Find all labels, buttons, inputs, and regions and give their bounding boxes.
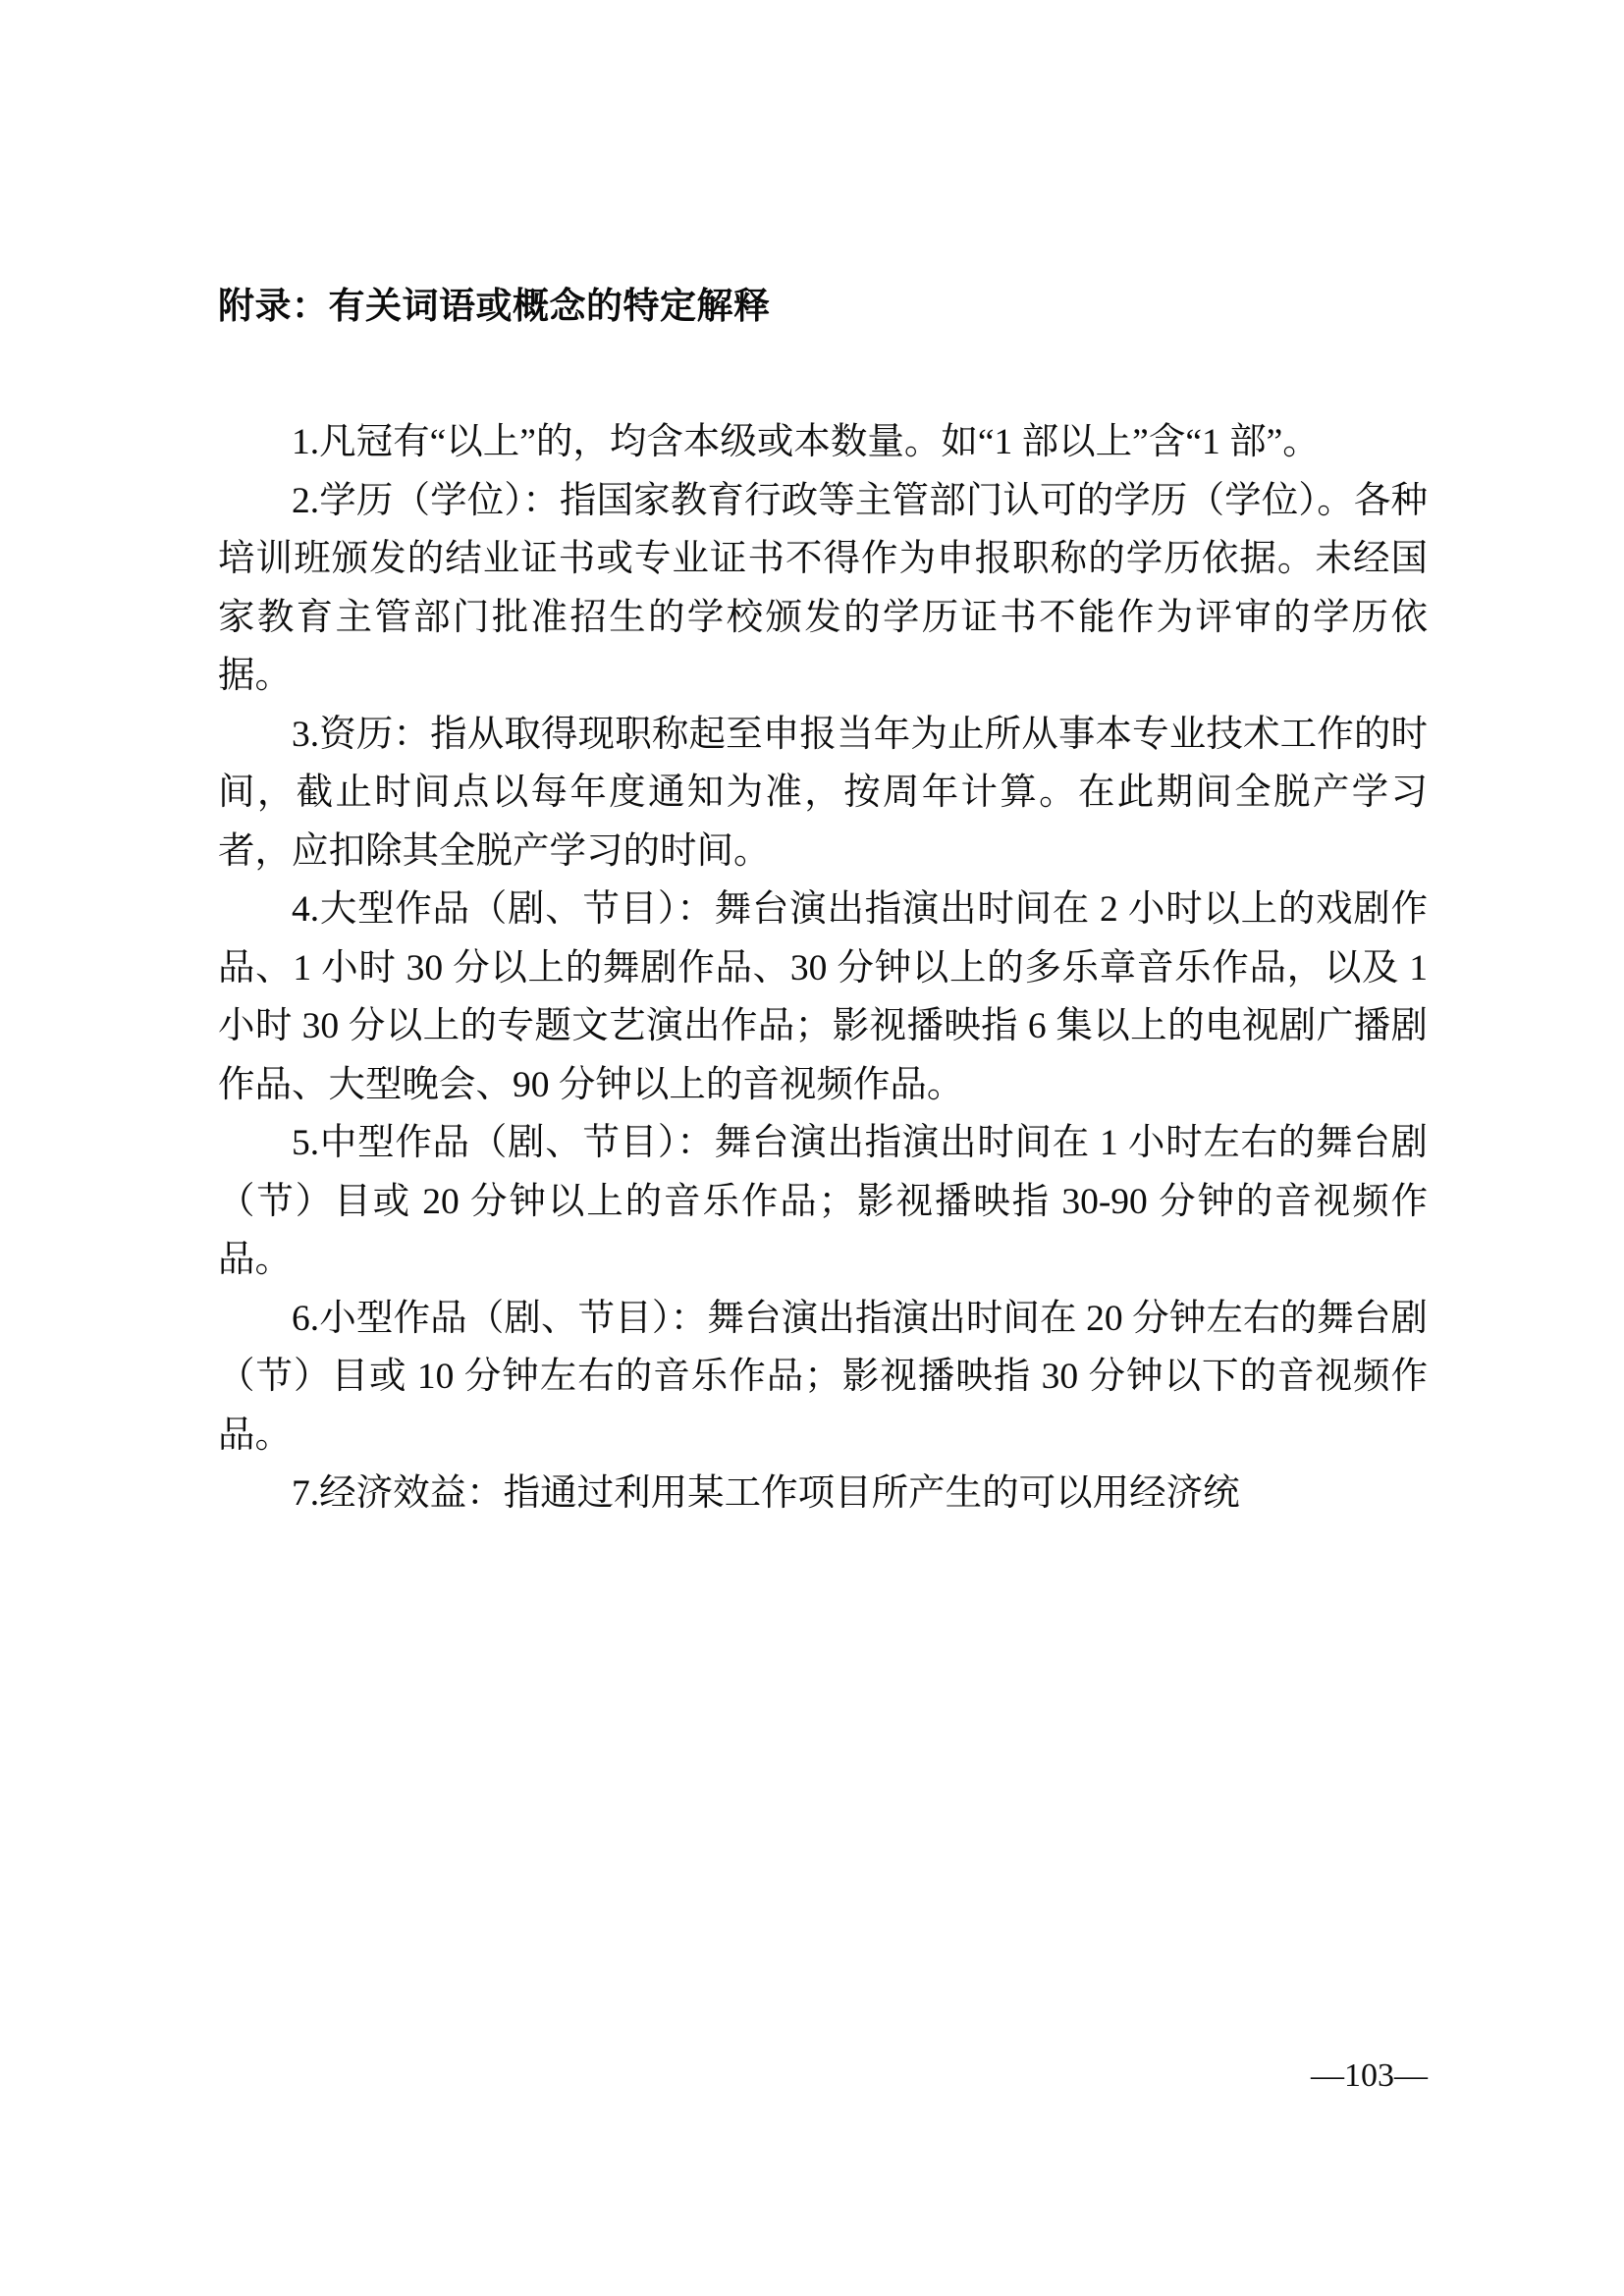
title-spacer [218,329,1428,413]
definition-item-4: 4.大型作品（剧、节目）：舞台演出指演出时间在 2 小时以上的戏剧作品、1 小时 30 分以上的舞剧作品、30 分钟以上的多乐章音乐作品，以及 1 小时 30 分以上的专题文艺演出作品；影视播映指 6 集以上的电视剧广播剧作品、大型晚会、90 分钟以上的音视频作品。 [218,889,1428,1105]
definition-item-6: 6.小型作品（剧、节目）：舞台演出指演出时间在 20 分钟左右的舞台剧（节）目或 10 分钟左右的音乐作品；影视播映指 30 分钟以下的音视频作品。 [218,1298,1428,1456]
definition-item-2: 2.学历（学位）：指国家教育行政等主管部门认可的学历（学位）。各种培训班颁发的结业证书或专业证书不得作为申报职称的学历依据。未经国家教育主管部门批准招生的学校颁发的学历证书不能作为评审的学历依据。 [218,480,1428,697]
page-number: —103— [1311,2057,1428,2094]
definition-item-1: 1.凡冠有“以上”的，均含本级或本数量。如“1 部以上”含“1 部”。 [292,422,1320,463]
definitions-list [218,413,1428,1523]
definition-item-5: 5.中型作品（剧、节目）：舞台演出指演出时间在 1 小时左右的舞台剧（节）目或 20 分钟以上的音乐作品；影视播映指 30-90 分钟的音视频作品。 [218,1123,1428,1281]
definition-item-3: 3.资历：指从取得现职称起至申报当年为止所从事本专业技术工作的时间，截止时间点以每年度通知为准，按周年计算。在此期间全脱产学习者，应扣除其全脱产学习的时间。 [218,714,1428,872]
page-content-column [218,283,1428,1523]
definition-item-7: 7.经济效益：指通过利用某工作项目所产生的可以用经济统 [292,1473,1240,1515]
page-title: 附录：有关词语或概念的特定解释 [218,285,771,327]
